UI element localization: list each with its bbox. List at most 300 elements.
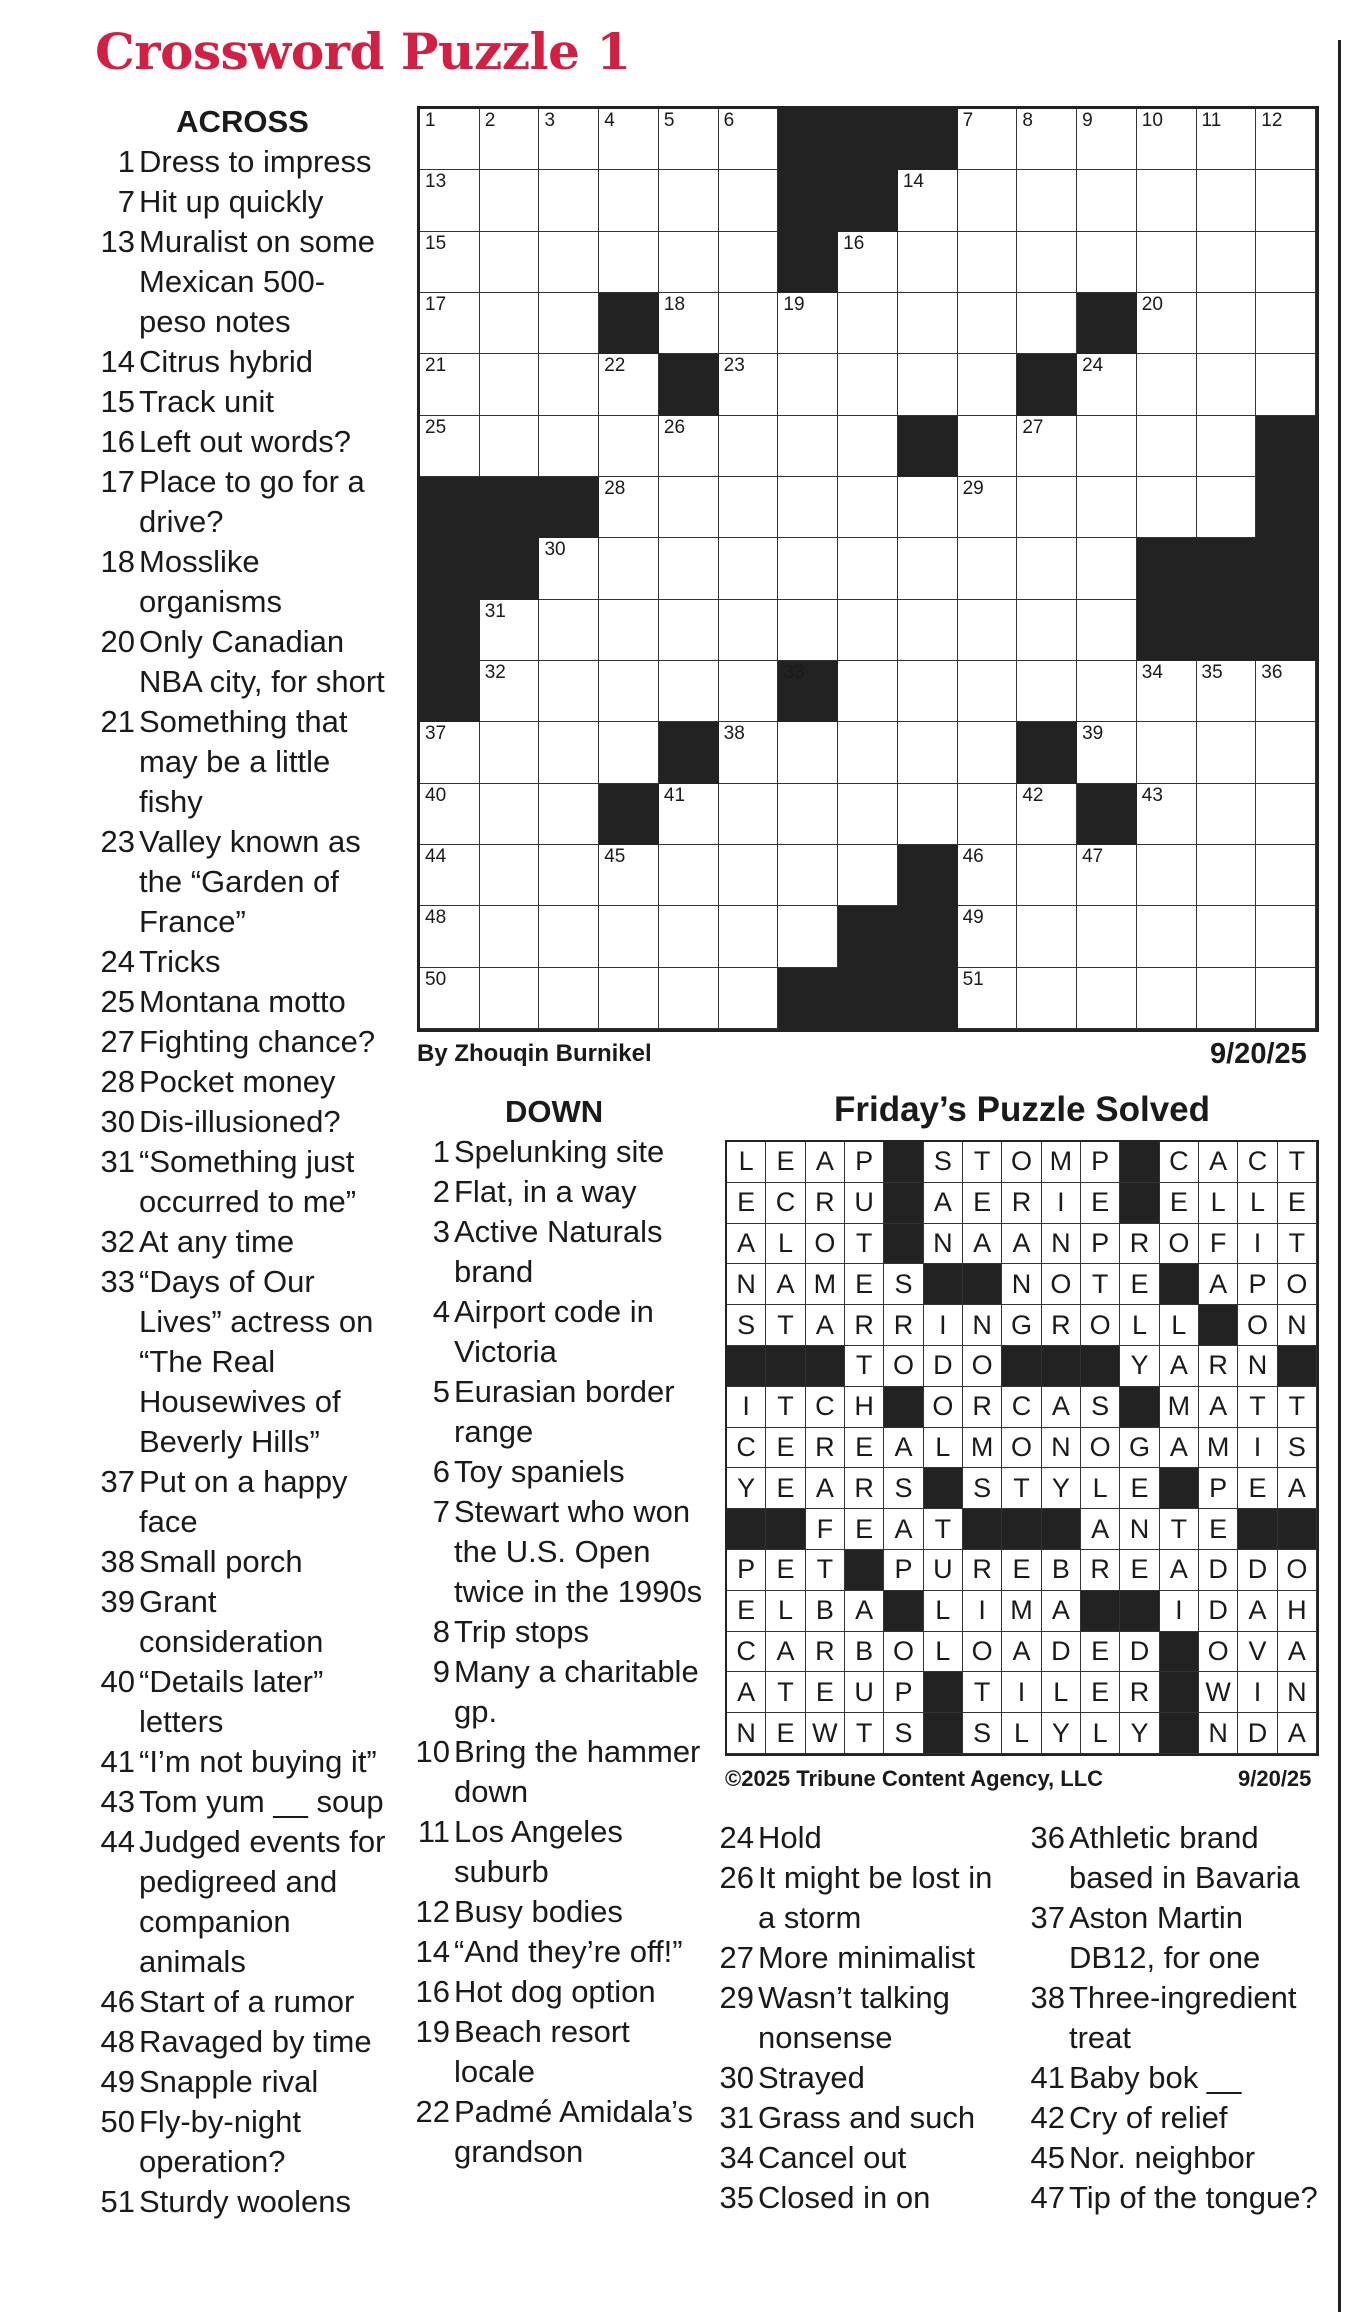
clue-number: 44 [100, 1824, 135, 1859]
grid-cell[interactable] [659, 968, 719, 1029]
solved-letter: R [884, 1305, 923, 1346]
solved-letter: M [806, 1264, 845, 1305]
grid-cell[interactable] [838, 538, 898, 599]
solved-letter: A [1002, 1632, 1041, 1673]
solved-letter: S [884, 1264, 923, 1305]
grid-cell[interactable] [1137, 416, 1197, 477]
grid-cell[interactable] [958, 109, 1018, 170]
grid-cell[interactable] [1256, 293, 1316, 354]
solved-letter: N [727, 1713, 766, 1754]
grid-cell[interactable] [659, 170, 719, 231]
solved-letter: E [1160, 1183, 1199, 1224]
grid-cell[interactable] [719, 232, 779, 293]
clue-item [95, 1462, 390, 1542]
solved-letter: I [1042, 1183, 1081, 1224]
solved-letter: O [1199, 1632, 1238, 1673]
grid-cell[interactable] [539, 416, 599, 477]
grid-cell[interactable] [958, 906, 1018, 967]
grid-cell[interactable] [778, 784, 838, 845]
grid-cell[interactable] [420, 232, 480, 293]
grid-cell[interactable] [838, 784, 898, 845]
grid-cell[interactable] [1256, 232, 1316, 293]
grid-cell[interactable] [958, 538, 1018, 599]
grid-cell[interactable] [778, 293, 838, 354]
grid-cell[interactable] [480, 293, 540, 354]
solved-letter: B [1042, 1550, 1081, 1591]
solved-letter: S [924, 1142, 963, 1183]
grid-cell[interactable] [659, 784, 719, 845]
grid-cell[interactable] [838, 661, 898, 722]
grid-cell[interactable] [599, 477, 659, 538]
clue-number: 35 [719, 2180, 754, 2215]
grid-cell[interactable] [719, 600, 779, 661]
grid-cell[interactable] [1197, 906, 1257, 967]
grid-cell[interactable] [1256, 170, 1316, 231]
grid-cell[interactable] [599, 232, 659, 293]
grid-cell[interactable] [1197, 170, 1257, 231]
grid-cell[interactable] [1256, 968, 1316, 1029]
grid-cell[interactable] [958, 477, 1018, 538]
solved-black-square [1120, 1591, 1159, 1632]
solved-letter: R [845, 1305, 884, 1346]
grid-cell[interactable] [1077, 661, 1137, 722]
grid-cell[interactable] [1017, 845, 1077, 906]
grid-cell[interactable] [958, 722, 1018, 783]
grid-cell[interactable] [1017, 784, 1077, 845]
solved-letter: O [1081, 1305, 1120, 1346]
solved-letter: L [1002, 1713, 1041, 1754]
grid-cell[interactable] [719, 845, 779, 906]
grid-cell[interactable] [659, 477, 719, 538]
grid-cell[interactable] [719, 968, 779, 1029]
clue-text: Put on a happy face [139, 1464, 348, 1539]
grid-cell[interactable] [1137, 784, 1197, 845]
grid-cell[interactable] [1197, 416, 1257, 477]
grid-cell[interactable] [719, 109, 779, 170]
grid-cell[interactable] [778, 722, 838, 783]
grid-cell[interactable] [420, 784, 480, 845]
crossword-grid[interactable] [417, 106, 1319, 1032]
clue-text: Hit up quickly [139, 184, 324, 219]
grid-cell[interactable] [539, 109, 599, 170]
clue-item [95, 462, 390, 542]
grid-cell[interactable] [898, 477, 958, 538]
grid-cell[interactable] [898, 661, 958, 722]
black-square [480, 477, 540, 538]
grid-cell[interactable] [480, 722, 540, 783]
grid-cell[interactable] [838, 600, 898, 661]
grid-cell[interactable] [599, 906, 659, 967]
grid-cell[interactable] [599, 968, 659, 1029]
grid-cell[interactable] [1077, 170, 1137, 231]
grid-cell[interactable] [1077, 906, 1137, 967]
grid-cell[interactable] [599, 416, 659, 477]
grid-cell[interactable] [1256, 784, 1316, 845]
clue-text: More minimalist [758, 1940, 976, 1975]
clue-item [95, 2022, 390, 2062]
grid-cell[interactable] [1077, 538, 1137, 599]
grid-cell[interactable] [1017, 968, 1077, 1029]
solved-letter: D [1120, 1632, 1159, 1673]
grid-cell[interactable] [480, 109, 540, 170]
grid-cell[interactable] [539, 968, 599, 1029]
solved-letter: L [766, 1591, 805, 1632]
solved-letter: S [963, 1713, 1002, 1754]
grid-cell[interactable] [1077, 109, 1137, 170]
clue-item [95, 542, 390, 622]
grid-cell[interactable] [1137, 232, 1197, 293]
clue-text: Trip stops [454, 1614, 589, 1649]
grid-cell[interactable] [1137, 845, 1197, 906]
grid-cell[interactable] [659, 600, 719, 661]
grid-cell[interactable] [838, 354, 898, 415]
grid-cell[interactable] [539, 722, 599, 783]
clue-item [410, 1812, 710, 1892]
grid-cell[interactable] [1256, 906, 1316, 967]
grid-cell[interactable] [898, 232, 958, 293]
solved-letter: O [1278, 1264, 1317, 1305]
grid-cell[interactable] [420, 906, 480, 967]
solved-letter: A [1199, 1142, 1238, 1183]
solved-black-square [1042, 1346, 1081, 1387]
grid-cell[interactable] [1077, 722, 1137, 783]
solved-letter: T [1160, 1509, 1199, 1550]
clue-number: 43 [100, 1784, 135, 1819]
grid-cell[interactable] [1137, 477, 1197, 538]
grid-cell[interactable] [958, 170, 1018, 231]
clue-number: 15 [100, 384, 135, 419]
clue-item [410, 1172, 710, 1212]
grid-cell[interactable] [480, 784, 540, 845]
cell-number: 49 [962, 907, 984, 929]
solved-letter: Y [1120, 1346, 1159, 1387]
solved-letter: N [1042, 1224, 1081, 1265]
solved-black-square [1120, 1183, 1159, 1224]
clue-text: Toy spaniels [454, 1454, 625, 1489]
grid-cell[interactable] [1197, 722, 1257, 783]
grid-cell[interactable] [599, 354, 659, 415]
grid-cell[interactable] [1256, 109, 1316, 170]
black-square [1197, 600, 1257, 661]
clue-text: Strayed [758, 2060, 865, 2095]
grid-cell[interactable] [659, 293, 719, 354]
grid-cell[interactable] [420, 170, 480, 231]
grid-cell[interactable] [958, 845, 1018, 906]
grid-cell[interactable] [1137, 906, 1197, 967]
grid-cell[interactable] [480, 232, 540, 293]
grid-cell[interactable] [1017, 170, 1077, 231]
grid-cell[interactable] [659, 538, 719, 599]
grid-cell[interactable] [838, 477, 898, 538]
grid-cell[interactable] [1137, 354, 1197, 415]
grid-cell[interactable] [1197, 661, 1257, 722]
solved-letter: M [963, 1428, 1002, 1469]
clue-number: 4 [432, 1294, 450, 1329]
grid-cell[interactable] [1137, 170, 1197, 231]
grid-cell[interactable] [778, 906, 838, 967]
grid-cell[interactable] [539, 845, 599, 906]
grid-cell[interactable] [659, 109, 719, 170]
grid-cell[interactable] [898, 784, 958, 845]
solved-letter: A [727, 1224, 766, 1265]
solved-black-square [1120, 1142, 1159, 1183]
solved-letter: S [963, 1468, 1002, 1509]
cell-number: 27 [1022, 416, 1044, 438]
grid-cell[interactable] [898, 354, 958, 415]
grid-cell[interactable] [719, 661, 779, 722]
grid-cell[interactable] [958, 784, 1018, 845]
grid-cell[interactable] [599, 109, 659, 170]
clue-item [95, 182, 390, 222]
grid-cell[interactable] [719, 722, 779, 783]
solved-letter: D [924, 1346, 963, 1387]
clue-number: 30 [100, 1104, 135, 1139]
cell-number: 3 [544, 110, 556, 131]
grid-cell[interactable] [599, 661, 659, 722]
clue-item [1025, 1898, 1325, 1978]
grid-cell[interactable] [838, 416, 898, 477]
grid-cell[interactable] [480, 906, 540, 967]
grid-cell[interactable] [1197, 232, 1257, 293]
grid-cell[interactable] [539, 538, 599, 599]
black-square [1017, 722, 1077, 783]
grid-cell[interactable] [778, 354, 838, 415]
grid-cell[interactable] [958, 661, 1018, 722]
grid-cell[interactable] [1017, 109, 1077, 170]
grid-cell[interactable] [539, 906, 599, 967]
solved-letter: A [1160, 1550, 1199, 1591]
clue-item [410, 1652, 710, 1732]
black-square [420, 477, 480, 538]
grid-cell[interactable] [719, 416, 779, 477]
solved-letter: C [727, 1632, 766, 1673]
grid-cell[interactable] [420, 722, 480, 783]
grid-cell[interactable] [599, 538, 659, 599]
solved-letter: R [1002, 1183, 1041, 1224]
grid-cell[interactable] [420, 416, 480, 477]
cell-number: 47 [1082, 845, 1104, 867]
grid-cell[interactable] [719, 293, 779, 354]
grid-cell[interactable] [1256, 845, 1316, 906]
clue-number: 3 [432, 1214, 450, 1249]
grid-cell[interactable] [539, 293, 599, 354]
solved-black-square [727, 1346, 766, 1387]
grid-cell[interactable] [1197, 845, 1257, 906]
solved-letter: L [924, 1591, 963, 1632]
solved-black-square [884, 1183, 923, 1224]
grid-cell[interactable] [778, 416, 838, 477]
grid-cell[interactable] [539, 170, 599, 231]
grid-cell[interactable] [898, 600, 958, 661]
grid-cell[interactable] [958, 416, 1018, 477]
clue-item [95, 2062, 390, 2102]
cell-number: 12 [1261, 110, 1283, 131]
clue-text: Tip of the tongue? [1069, 2180, 1318, 2215]
grid-cell[interactable] [480, 170, 540, 231]
grid-cell[interactable] [838, 293, 898, 354]
grid-cell[interactable] [1197, 968, 1257, 1029]
grid-cell[interactable] [420, 293, 480, 354]
grid-cell[interactable] [659, 232, 719, 293]
clue-text: Track unit [139, 384, 274, 419]
solved-letter: A [1199, 1387, 1238, 1428]
clue-number: 24 [719, 1820, 754, 1855]
grid-cell[interactable] [1137, 109, 1197, 170]
solved-letter: T [963, 1672, 1002, 1713]
grid-cell[interactable] [958, 354, 1018, 415]
grid-cell[interactable] [958, 293, 1018, 354]
grid-cell[interactable] [659, 661, 719, 722]
grid-cell[interactable] [778, 538, 838, 599]
solved-date: 9/20/25 [1238, 1766, 1312, 1791]
clue-text: Eurasian border range [454, 1374, 675, 1449]
grid-cell[interactable] [480, 600, 540, 661]
grid-cell[interactable] [1197, 109, 1257, 170]
grid-cell[interactable] [1256, 722, 1316, 783]
grid-cell[interactable] [898, 722, 958, 783]
grid-cell[interactable] [420, 968, 480, 1029]
cell-number: 45 [604, 845, 626, 867]
grid-cell[interactable] [1256, 354, 1316, 415]
grid-cell[interactable] [838, 232, 898, 293]
grid-cell[interactable] [1197, 354, 1257, 415]
clue-item [1025, 2058, 1325, 2098]
solved-letter: G [1120, 1428, 1159, 1469]
grid-cell[interactable] [719, 354, 779, 415]
grid-cell[interactable] [539, 784, 599, 845]
solved-letter: R [1199, 1346, 1238, 1387]
grid-cell[interactable] [1017, 477, 1077, 538]
grid-cell[interactable] [1256, 661, 1316, 722]
clue-item [714, 2178, 1014, 2218]
solved-letter: S [727, 1305, 766, 1346]
grid-cell[interactable] [778, 845, 838, 906]
grid-cell[interactable] [958, 600, 1018, 661]
solved-letter: P [884, 1550, 923, 1591]
clue-item [95, 1222, 390, 1262]
grid-cell[interactable] [659, 416, 719, 477]
solved-letter: A [1160, 1346, 1199, 1387]
solved-letter: A [1199, 1264, 1238, 1305]
solved-letter: A [924, 1183, 963, 1224]
solved-black-square [1160, 1632, 1199, 1673]
solved-letter: C [1002, 1387, 1041, 1428]
grid-cell[interactable] [659, 906, 719, 967]
grid-cell[interactable] [1077, 845, 1137, 906]
solved-letter: L [1042, 1672, 1081, 1713]
grid-cell[interactable] [838, 845, 898, 906]
cell-number: 16 [843, 232, 865, 254]
clue-text: Los Angeles suburb [454, 1814, 623, 1889]
cell-number: 50 [425, 968, 447, 990]
grid-cell[interactable] [719, 784, 779, 845]
grid-cell[interactable] [480, 661, 540, 722]
grid-cell[interactable] [480, 968, 540, 1029]
grid-cell[interactable] [1017, 232, 1077, 293]
grid-cell[interactable] [1017, 538, 1077, 599]
grid-cell[interactable] [838, 722, 898, 783]
grid-cell[interactable] [1077, 416, 1137, 477]
grid-cell[interactable] [480, 354, 540, 415]
grid-cell[interactable] [539, 354, 599, 415]
grid-cell[interactable] [1137, 722, 1197, 783]
grid-cell[interactable] [1017, 416, 1077, 477]
grid-cell[interactable] [1077, 354, 1137, 415]
grid-cell[interactable] [539, 232, 599, 293]
grid-cell[interactable] [599, 600, 659, 661]
grid-cell[interactable] [599, 170, 659, 231]
grid-cell[interactable] [898, 538, 958, 599]
black-square [838, 170, 898, 231]
grid-cell[interactable] [778, 477, 838, 538]
grid-cell[interactable] [1197, 477, 1257, 538]
clue-number: 24 [100, 944, 135, 979]
solved-letter: L [1160, 1305, 1199, 1346]
grid-cell[interactable] [480, 845, 540, 906]
solved-letter: A [1278, 1468, 1317, 1509]
clue-number: 7 [432, 1494, 450, 1529]
grid-cell[interactable] [719, 906, 779, 967]
grid-cell[interactable] [420, 845, 480, 906]
grid-cell[interactable] [659, 845, 719, 906]
grid-cell[interactable] [599, 845, 659, 906]
grid-cell[interactable] [719, 170, 779, 231]
grid-cell[interactable] [1077, 600, 1137, 661]
solved-letter: R [806, 1428, 845, 1469]
grid-cell[interactable] [1197, 784, 1257, 845]
grid-cell[interactable] [420, 354, 480, 415]
grid-cell[interactable] [1137, 293, 1197, 354]
grid-cell[interactable] [599, 722, 659, 783]
clue-number: 1 [117, 144, 135, 179]
grid-cell[interactable] [898, 293, 958, 354]
solved-black-square [884, 1591, 923, 1632]
clue-item [714, 1978, 1014, 2058]
solved-letter: I [1238, 1428, 1277, 1469]
grid-cell[interactable] [958, 968, 1018, 1029]
grid-cell[interactable] [480, 416, 540, 477]
grid-cell[interactable] [1077, 477, 1137, 538]
grid-cell[interactable] [719, 477, 779, 538]
clue-text: Spelunking site [454, 1134, 665, 1169]
grid-cell[interactable] [1017, 600, 1077, 661]
solved-black-square [766, 1346, 805, 1387]
grid-cell[interactable] [539, 600, 599, 661]
grid-cell[interactable] [1137, 661, 1197, 722]
grid-cell[interactable] [1017, 661, 1077, 722]
down-heading: DOWN [505, 1094, 604, 1129]
grid-cell[interactable] [898, 170, 958, 231]
solved-letter: R [806, 1183, 845, 1224]
grid-cell[interactable] [1077, 968, 1137, 1029]
grid-cell[interactable] [1017, 906, 1077, 967]
grid-cell[interactable] [1137, 968, 1197, 1029]
black-square [778, 232, 838, 293]
solved-letter: E [1278, 1183, 1317, 1224]
solved-letter: T [766, 1305, 805, 1346]
grid-cell[interactable] [719, 538, 779, 599]
grid-cell[interactable] [1077, 232, 1137, 293]
grid-cell[interactable] [1017, 293, 1077, 354]
grid-cell[interactable] [1197, 293, 1257, 354]
clue-number: 47 [1030, 2180, 1065, 2215]
grid-cell[interactable] [958, 232, 1018, 293]
grid-cell[interactable] [420, 109, 480, 170]
black-square [838, 906, 898, 967]
grid-cell[interactable] [539, 661, 599, 722]
clue-item [714, 1938, 1014, 1978]
grid-cell[interactable] [778, 600, 838, 661]
